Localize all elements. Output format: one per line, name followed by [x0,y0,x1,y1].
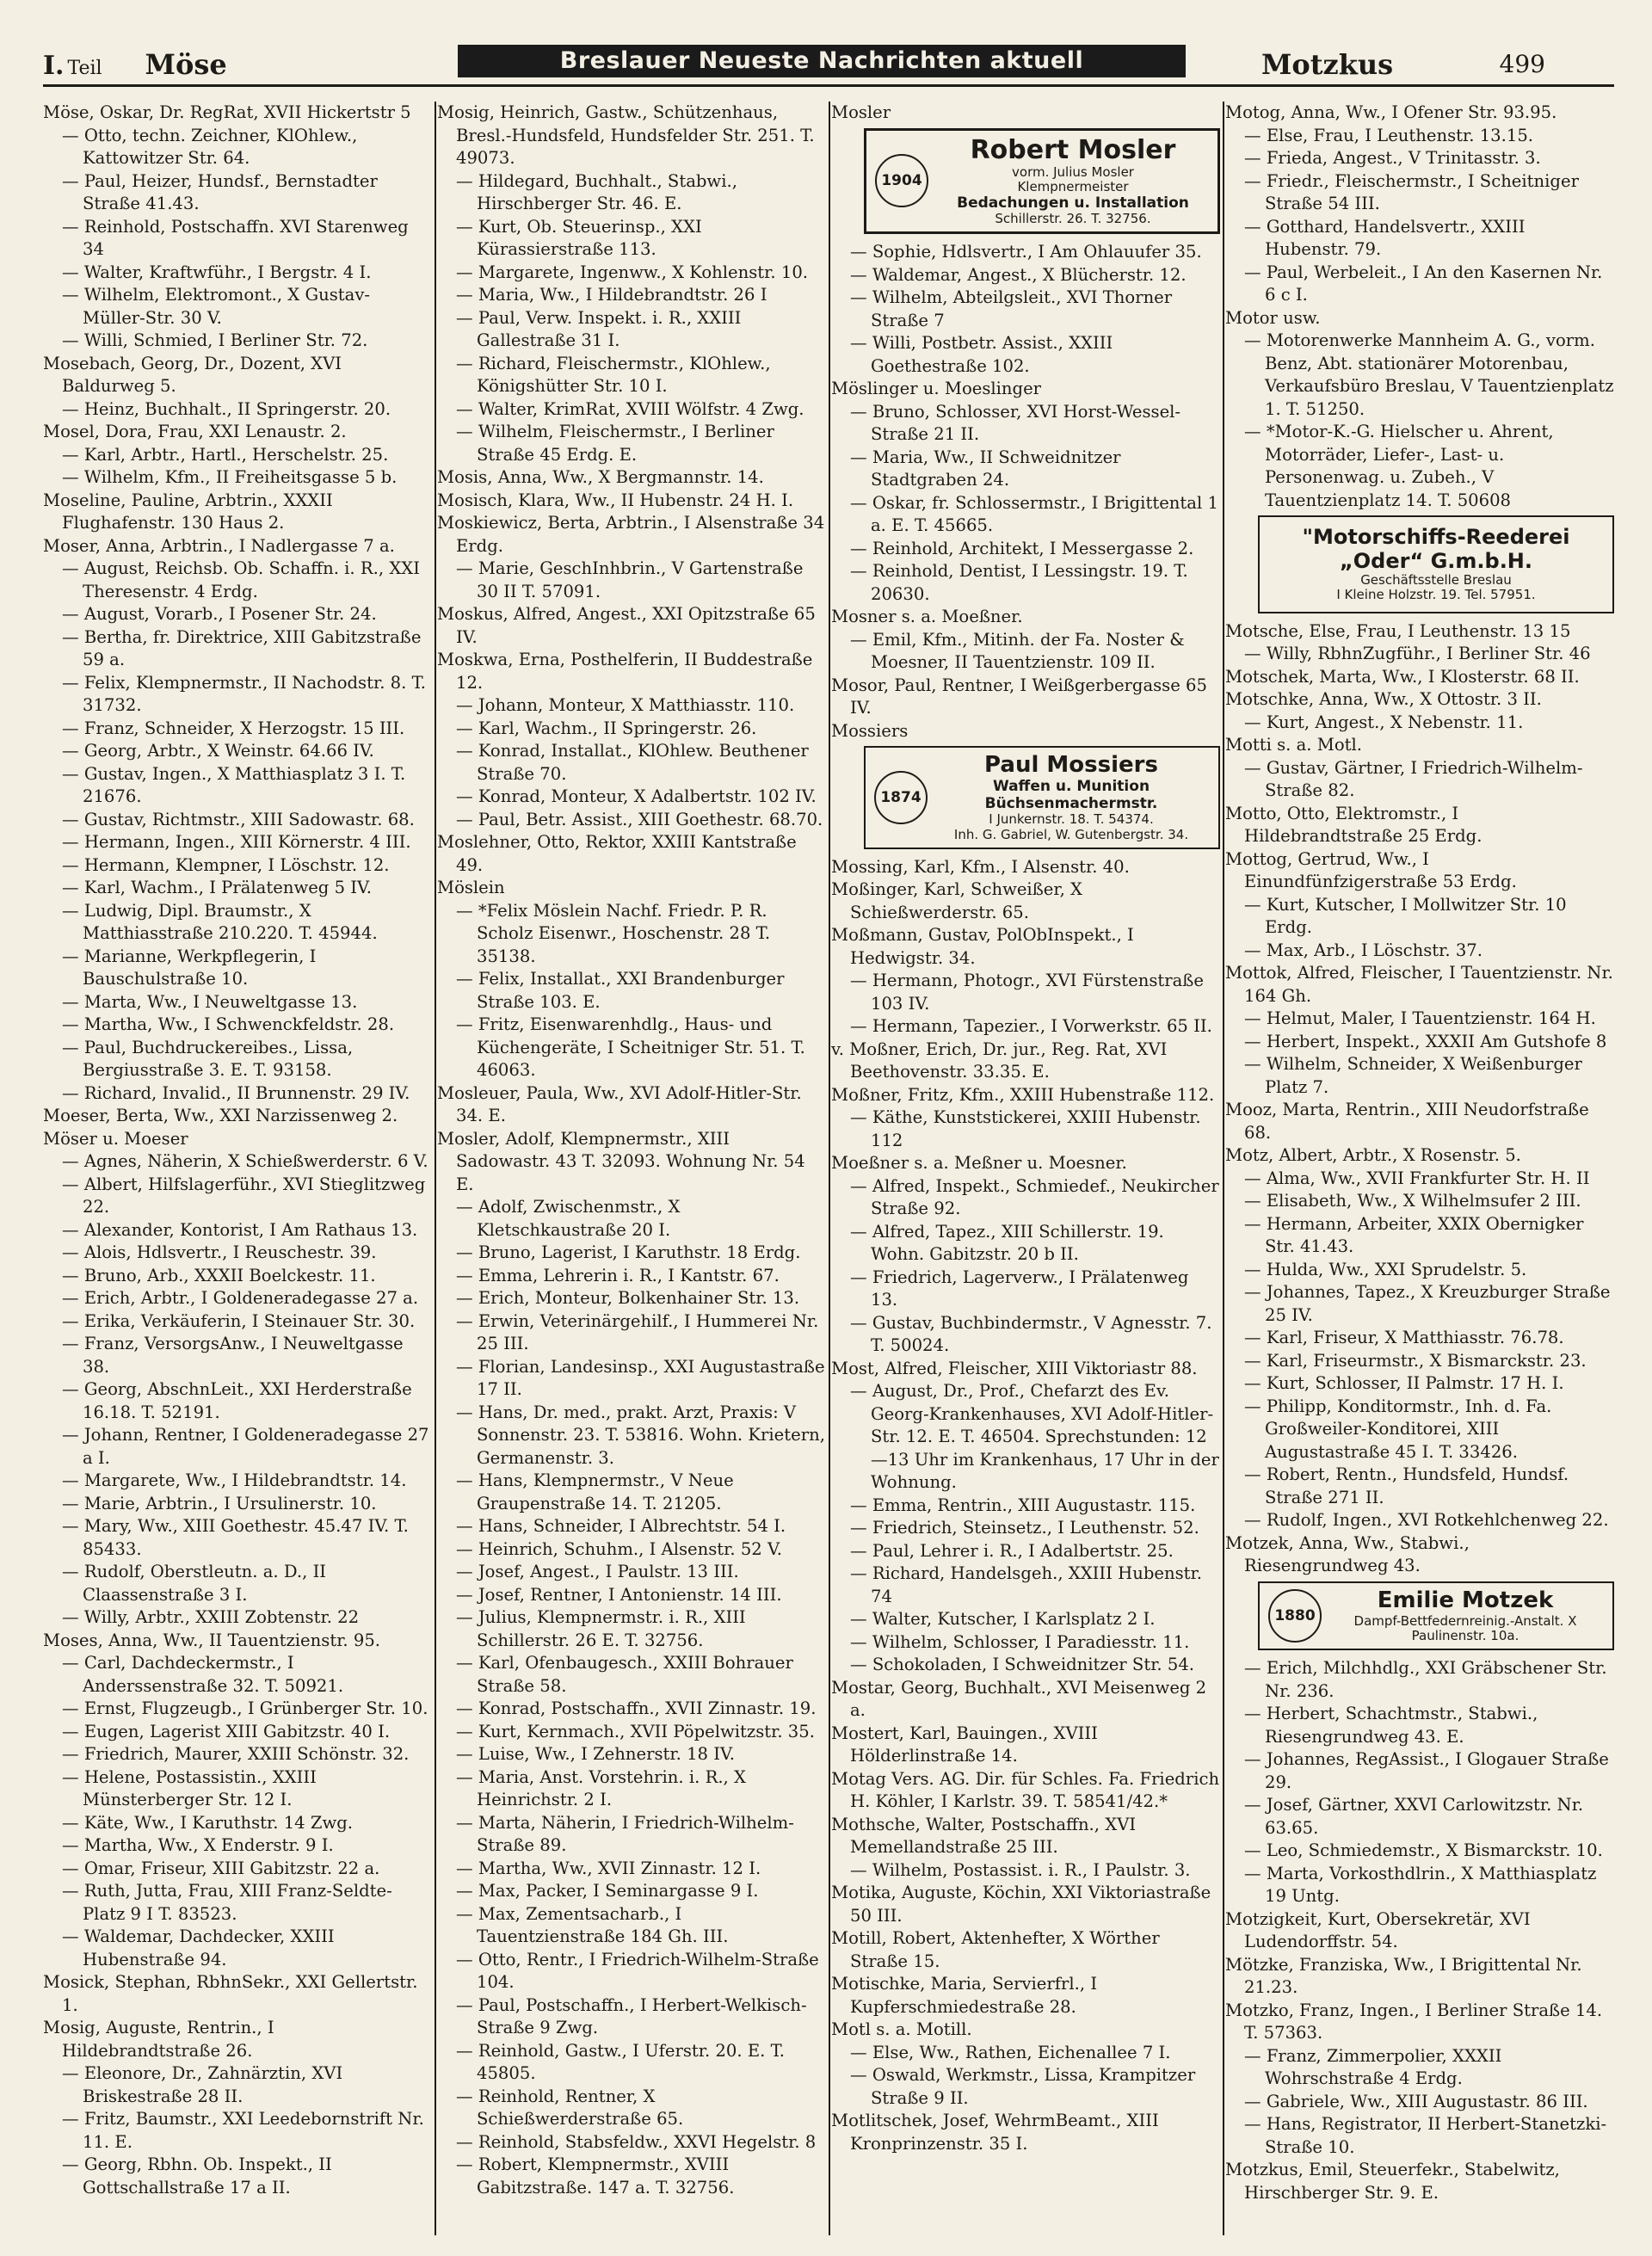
directory-subentry: — Hermann, Ingen., XIII Körnerstr. 4 III. [62,832,411,852]
directory-subentry: — Paul, Heizer, Hundsf., Bernstadter Straße 41.43. [62,170,378,213]
directory-entry: Moßner, Fritz, Kfm., XXIII Hubenstraße 112. [831,1084,1215,1105]
directory-subentry: — Friedrich, Steinsetz., I Leuthenstr. 52. [850,1518,1199,1538]
directory-subentry: — Johann, Rentner, I Goldeneradegasse 27 a I. [62,1425,429,1468]
directory-subentry: — Robert, Rentn., Hundsfeld, Hundsf. Straße 271 II. [1244,1464,1569,1507]
page-number: 499 [1499,50,1545,78]
directory-subentry: — Karl, Ofenbaugesch., XXIII Bohrauer Straße 58. [456,1653,793,1696]
directory-subentry: — Heinz, Buchhalt., II Springerstr. 20. [62,398,391,419]
directory-entry: Mottog, Gertrud, Ww., I Einundfünfzigerstraße 53 Erdg. [1225,848,1517,892]
ad-line: Büchsenmachermstr. [984,794,1158,812]
directory-subentry: — Gabriele, Ww., XIII Augustastr. 86 III. [1244,2091,1588,2111]
directory-subentry: — Martha, Ww., I Schwenckfeldstr. 28. [62,1014,395,1034]
directory-subentry: — Georg, AbschnLeit., XXI Herderstraße 16.18. T. 52191. [62,1379,412,1422]
directory-entry: Motschke, Anna, Ww., X Ottostr. 3 II. [1225,689,1542,710]
directory-entry: Motto, Otto, Elektromstr., I Hildebrandtstraße 25 Erdg. [1225,803,1482,847]
directory-entry: Moser, Anna, Arbtrin., I Nadlergasse 7 a. [43,535,395,556]
directory-subentry: — Alfred, Tapez., XIII Schillerstr. 19. Wohn. Gabitzstr. 20 b II. [850,1221,1164,1265]
directory-subentry: — Erwin, Veterinärgehilf., I Hummerei Nr. 25 III. [456,1310,819,1353]
directory-entry: Mostar, Georg, Buchhalt., XVI Meisenweg 2 a. [831,1677,1207,1721]
directory-subentry: — Walter, KrimRat, XVIII Wölfstr. 4 Zwg. [456,398,804,419]
entry-list [831,241,1220,743]
directory-entry: Mooz, Marta, Rentrin., XIII Neudorfstraße 68. [1225,1100,1589,1143]
directory-subentry: — August, Reichsb. Ob. Schaffn. i. R., XXI Theresenstr. 4 Erdg. [62,558,420,601]
directory-subentry: — Friedr., Fleischermstr., I Scheitniger Straße 54 III. [1244,170,1579,213]
entry-list [831,856,1220,2156]
directory-entry: Moskus, Alfred, Angest., XXI Opitzstraße 65 IV. [437,604,816,647]
directory-subentry: — Julius, Klempnermstr. i. R., XIII Schillerstr. 26 E. T. 32756. [456,1607,746,1650]
directory-subentry: — Friedrich, Lagerverw., I Prälatenweg 13. [850,1267,1189,1310]
directory-subentry: — Robert, Klempnermstr., XVIII Gabitzstraße. 147 a. T. 32756. [456,2154,735,2197]
directory-subentry: — Karl, Wachm., II Springerstr. 26. [456,718,757,738]
directory-subentry: — Florian, Landesinsp., XXI Augustastraße 17 II. [456,1356,825,1399]
directory-entry: v. Moßner, Erich, Dr. jur., Reg. Rat, XVI Beethovenstr. 33.35. E. [831,1039,1168,1082]
directory-entry: Mottok, Alfred, Fleischer, I Tauentzienstr. Nr. 164 Gh. [1225,963,1613,1006]
directory-subentry: — Max, Arb., I Löschstr. 37. [1244,940,1483,960]
directory-subentry: — Paul, Verw. Inspekt. i. R., XXIII Gallestraße 31 I. [456,307,742,350]
ad-company-name: "Motorschiffs-Reederei „Oder“ G.m.b.H. [1302,525,1570,573]
right-keyword: Motzkus [1261,48,1394,81]
directory-entry: Motika, Auguste, Köchin, XXI Viktoriastraße 50 III. [831,1883,1211,1926]
directory-entry: Mossing, Karl, Kfm., I Alsenstr. 40. [831,856,1130,877]
entry-list [437,102,826,2199]
directory-entry: Motz, Albert, Arbtr., X Rosenstr. 5. [1225,1145,1521,1166]
directory-subentry: — Hans, Klempnermstr., V Neue Graupenstraße 14. T. 21205. [456,1470,734,1513]
directory-subentry: — Hermann, Photogr., XVI Fürstenstraße 103 IV. [850,971,1204,1014]
directory-entry: Motischke, Maria, Servierfrl., I Kupferschmiedestraße 28. [831,1974,1098,2017]
entry-list [1225,620,1614,1578]
directory-subentry: — Georg, Rbhn. Ob. Inspekt., II Gottschallstraße 17 a II. [62,2154,332,2197]
directory-subentry: — Wilhelm, Postassist. i. R., I Paulstr. 3. [850,1859,1191,1880]
directory-subentry: — Marie, GeschInhbrin., V Gartenstraße 30 II T. 57091. [456,558,804,601]
directory-subentry: — Elisabeth, Ww., X Wilhelmsufer 2 III. [1244,1191,1581,1211]
ad-motorschiffs-reederei-oder [1258,515,1614,613]
directory-subentry: — Waldemar, Angest., X Blücherstr. 12. [850,264,1187,285]
directory-entry: Mosig, Heinrich, Gastw., Schützenhaus, Bresl.-Hundsfeld, Hundsfelder Str. 251. T. 49073. [437,102,815,168]
directory-subentry: — Wilhelm, Abteilgsleit., XVI Thorner Straße 7 [850,287,1173,330]
directory-subentry: — Reinhold, Dentist, I Lessingstr. 19. T. 20630. [850,561,1188,604]
directory-subentry: — Richard, Invalid., II Brunnenstr. 29 IV. [62,1082,410,1103]
directory-columns [43,102,1614,2235]
entry-list [1225,1657,1614,2204]
ad-emilie-motzek [1258,1581,1614,1650]
directory-subentry: — Marta, Ww., I Neuweltgasse 13. [62,991,358,1012]
directory-subentry: — Marta, Näherin, I Friedrich-Wilhelm-Straße 89. [456,1812,794,1855]
directory-entry: Motlitschek, Josef, WehrmBeamt., XIII Kronprinzenstr. 35 I. [831,2111,1159,2154]
directory-subentry: — Hildegard, Buchhalt., Stabwi., Hirschberger Str. 46. E. [456,170,737,213]
directory-subentry: — Ernst, Flugzeugb., I Grünberger Str. 10. [62,1698,428,1718]
directory-subentry: — Bertha, fr. Direktrice, XIII Gabitzstraße 59 a. [62,626,422,669]
directory-subentry: — Kurt, Kutscher, I Mollwitzer Str. 10 Erdg. [1244,894,1567,938]
directory-subentry: — Kurt, Kernmach., XVII Pöpelwitzstr. 35. [456,1721,815,1741]
directory-entry: Mosler [831,102,891,122]
directory-subentry: — Carl, Dachdeckermstr., I Anderssenstraße 32. T. 50921. [62,1653,344,1696]
directory-subentry: — Rudolf, Ingen., XVI Rotkehlchenweg 22. [1244,1510,1609,1531]
directory-subentry: — Erich, Arbtr., I Goldeneradegasse 27 a. [62,1288,419,1308]
directory-subentry: — Georg, Arbtr., X Weinstr. 64.66 IV. [62,741,374,761]
directory-entry: Mosler, Adolf, Klempnermstr., XIII Sadowastr. 43 T. 32093. Wohnung Nr. 54 E. [437,1128,805,1194]
ad-year-badge: 1880 [1268,1589,1322,1643]
directory-subentry: — Oskar, fr. Schlossermstr., I Brigittental 1 a. E. T. 45665. [850,492,1218,536]
directory-subentry: — Else, Frau, I Leuthenstr. 13.15. [1244,125,1534,145]
directory-entry: Mosebach, Georg, Dr., Dozent, XVI Baldurweg 5. [43,353,342,396]
directory-entry: Mötzke, Franziska, Ww., I Brigittental Nr. 21.23. [1225,1954,1582,1998]
ad-company-name: Paul Mossiers [984,752,1158,779]
page-header [43,45,1614,87]
directory-subentry: — Karl, Friseur, X Matthiasstr. 76.78. [1244,1328,1564,1348]
entry-list [831,102,1220,125]
ad-line: vorm. Julius Mosler [1012,164,1134,180]
directory-subentry: — Mary, Ww., XIII Goethestr. 45.47 IV. T. 85433. [62,1516,409,1559]
directory-subentry: — Erich, Monteur, Bolkenhainer Str. 13. [456,1288,800,1308]
entry-list [1225,102,1614,512]
directory-entry: Moskiewicz, Berta, Arbtrin., I Alsenstraße 34 Erdg. [437,513,825,556]
directory-entry: Motl s. a. Motill. [831,2019,972,2040]
directory-subentry: — Franz, Schneider, X Herzogstr. 15 III. [62,718,405,738]
directory-subentry: — Wilhelm, Kfm., II Freiheitsgasse 5 b. [62,467,398,487]
directory-subentry: — Gustav, Buchbindermstr., V Agnesstr. 7. T. 50024. [850,1312,1212,1356]
newspaper-banner: Breslauer Neueste Nachrichten aktuell [458,45,1186,77]
header-left [43,48,227,81]
directory-subentry: — Maria, Ww., I Hildebrandtstr. 26 I [456,285,767,305]
directory-subentry: — Willi, Postbetr. Assist., XXIII Goethestraße 102. [850,333,1113,376]
directory-subentry: — Franz, Zimmerpolier, XXXII Wohrschstraße 4 Erdg. [1244,2045,1502,2089]
directory-subentry: — Agnes, Näherin, X Schießwerderstr. 6 V. [62,1151,428,1171]
directory-subentry: — Omar, Friseur, XIII Gabitzstr. 22 a. [62,1858,380,1878]
directory-entry: Moslehner, Otto, Rektor, XXIII Kantstraße 49. [437,832,797,875]
directory-subentry: — Käthe, Kunststickerei, XXIII Hubenstr. 112 [850,1107,1201,1150]
directory-subentry: — Rudolf, Oberstleutn. a. D., II Claassenstraße 3 I. [62,1562,327,1605]
directory-subentry: — Bruno, Arb., XXXII Boelckestr. 11. [62,1265,376,1285]
directory-subentry: — Willy, RbhnZugführ., I Berliner Str. 46 [1244,644,1591,664]
directory-subentry: — Wilhelm, Elektromont., X Gustav-Müller-Str. 30 V. [62,285,371,328]
directory-entry: Moskwa, Erna, Posthelferin, II Buddestraße 12. [437,650,813,693]
directory-subentry: — Reinhold, Postschaffn. XVI Starenweg 34 [62,216,409,259]
directory-subentry: — Fritz, Baumstr., XXI Leedebornstrift Nr. 11. E. [62,2109,424,2152]
directory-subentry: — Otto, Rentr., I Friedrich-Wilhelm-Straße 104. [456,1949,819,1992]
directory-subentry: — Max, Packer, I Seminargasse 9 I. [456,1881,759,1901]
directory-subentry: — *Motor-K.-G. Hielscher u. Ahrent, Motorräder, Liefer-, Last- u. Personenwag. u. Zubeh., V Tauentzienplatz 14. T. 50608 [1244,422,1554,510]
left-keyword: Möse [145,48,227,81]
directory-subentry: — Eleonore, Dr., Zahnärztin, XVI Briskestraße 28 II. [62,2063,343,2106]
directory-subentry: — Alma, Ww., XVII Frankfurter Str. H. II [1244,1168,1590,1188]
directory-subentry: — Bruno, Schlosser, XVI Horst-Wessel-Straße 21 II. [850,401,1181,445]
directory-subentry: — Willy, Arbtr., XXIII Zobtenstr. 22 [62,1607,360,1627]
part-number: I. [43,51,65,81]
directory-subentry: — Hans, Registrator, II Herbert-Stanetzki-Straße 10. [1244,2114,1607,2157]
directory-subentry: — Albert, Hilfslagerführ., XVI Stieglitzweg 22. [62,1174,426,1217]
directory-subentry: — Willi, Schmied, I Berliner Str. 72. [62,330,368,350]
directory-subentry: — Marianne, Werkpflegerin, I Bauschulstraße 10. [62,946,317,989]
directory-subentry: — Wilhelm, Schneider, X Weißenburger Platz 7. [1244,1054,1582,1097]
directory-subentry: — Helene, Postassistin., XXIII Münsterberger Str. 12 I. [62,1766,317,1809]
directory-entry: Motog, Anna, Ww., I Ofener Str. 93.95. [1225,102,1557,122]
directory-subentry: — Philipp, Konditormstr., Inh. d. Fa. Großweiler-Konditorei, XIII Augustastraße 45 I. T. 33426. [1244,1396,1552,1462]
directory-subentry: — Motorenwerke Mannheim A. G., vorm. Benz, Abt. stationärer Motorenbau, Verkaufsbüro Breslau, V Tauentzienplatz 1. T. 51250. [1244,330,1614,419]
directory-entry: Moeßner s. a. Meßner u. Moesner. [831,1153,1127,1174]
directory-subentry: — Hans, Schneider, I Albrechtstr. 54 I. [456,1516,786,1536]
directory-subentry: — Wilhelm, Schlosser, I Paradiesstr. 11. [850,1631,1190,1652]
directory-entry: Mothsche, Walter, Postschaffn., XVI Memellandstraße 25 III. [831,1814,1137,1858]
directory-subentry: — Marie, Arbtrin., I Ursulinerstr. 10. [62,1493,377,1513]
directory-entry: Motzkus, Emil, Steuerfekr., Stabelwitz, Hirschberger Str. 9. E. [1225,2160,1560,2203]
directory-entry: Mosner s. a. Moeßner. [831,607,1023,627]
directory-entry: Motsche, Else, Frau, I Leuthenstr. 13 15 [1225,620,1571,641]
directory-entry: Motzko, Franz, Ingen., I Berliner Straße 14. T. 57363. [1225,2000,1603,2043]
entry-list [43,102,432,2199]
directory-subentry: — Felix, Installat., XXI Brandenburger Straße 103. E. [456,969,785,1012]
directory-subentry: — Herbert, Inspekt., XXXII Am Gutshofe 8 [1244,1031,1607,1051]
directory-subentry: — Friedrich, Maurer, XXIII Schönstr. 32. [62,1744,410,1764]
ad-robert-mosler [864,128,1220,235]
directory-subentry: — Paul, Buchdruckereibes., Lissa, Bergiusstraße 3. E. T. 93158. [62,1037,354,1080]
directory-subentry: — Eugen, Lagerist XIII Gabitzstr. 40 I. [62,1721,391,1741]
directory-entry: Mossiers [831,720,909,741]
ad-line: I Junkernstr. 18. T. 54374. [989,811,1154,828]
directory-entry: Moßinger, Karl, Schweißer, X Schießwerderstr. 65. [831,879,1083,922]
directory-subentry: — Luise, Ww., I Zehnerstr. 18 IV. [456,1744,735,1764]
column-4 [1225,102,1614,2235]
column-3 [831,102,1220,2235]
directory-subentry: — Paul, Postschaffn., I Herbert-Welkisch-Straße 9 Zwg. [456,1994,807,2037]
directory-subentry: — Max, Zementsacharb., I Tauentzienstraße 184 Gh. III. [456,1903,729,1946]
directory-subentry: — Margarete, Ingenww., X Kohlenstr. 10. [456,262,809,282]
directory-subentry: — Hulda, Ww., XXI Sprudelstr. 5. [1244,1259,1527,1279]
directory-subentry: — Else, Ww., Rathen, Eichenallee 7 I. [850,2042,1171,2062]
directory-subentry: — Otto, techn. Zeichner, KlOhlew., Kattowitzer Str. 64. [62,125,358,168]
ad-line: Dampf-Bettfedernreinig.-Anstalt. X Paulinenstr. 10a. [1353,1612,1577,1643]
directory-entry: Motill, Robert, Aktenhefter, X Wörther Straße 15. [831,1928,1160,1971]
directory-subentry: — Frieda, Angest., V Trinitasstr. 3. [1244,148,1541,168]
directory-subentry: — Wilhelm, Fleischermstr., I Berliner Straße 45 Erdg. E. [456,422,774,465]
directory-entry: Mosor, Paul, Rentner, I Weißgerbergasse 65 IV. [831,675,1207,718]
directory-subentry: — Franz, VersorgsAnw., I Neuweltgasse 38. [62,1334,404,1377]
directory-subentry: — Sophie, Hdlsvertr., I Am Ohlauufer 35. [850,242,1202,262]
directory-entry: Motzek, Anna, Ww., Stabwi., Riesengrundweg 43. [1225,1532,1470,1576]
directory-subentry: — Emil, Kfm., Mitinh. der Fa. Noster & Moesner, II Tauentzienstr. 109 II. [850,629,1185,673]
directory-entry: Mostert, Karl, Bauingen., XVIII Hölderlinstraße 14. [831,1723,1098,1766]
directory-subentry: — Walter, Kraftwführ., I Bergstr. 4 I. [62,262,372,282]
directory-subentry: — Hermann, Klempner, I Löschstr. 12. [62,854,390,875]
directory-subentry: — Schokoladen, I Schweidnitzer Str. 54. [850,1655,1195,1675]
directory-subentry: — Konrad, Monteur, X Adalbertstr. 102 IV. [456,786,817,806]
ad-line: Geschäftsstelle Breslau [1360,572,1512,589]
directory-subentry: — Maria, Ww., II Schweidnitzer Stadtgraben 24. [850,447,1121,490]
directory-subentry: — Gustav, Ingen., X Matthiasplatz 3 I. T. 21676. [62,763,406,806]
directory-entry: Mosis, Anna, Ww., X Bergmannstr. 14. [437,467,764,487]
directory-subentry: — Marta, Vorkosthdlrin., X Matthiasplatz 19 Untg. [1244,1863,1597,1907]
ad-company-name: Robert Mosler [970,134,1176,165]
directory-subentry: — Herbert, Schachtmstr., Stabwi., Riesengrundweg 43. E. [1244,1704,1538,1747]
directory-entry: Moßmann, Gustav, PolObInspekt., I Hedwigstr. 34. [831,925,1134,968]
directory-subentry: — Hermann, Arbeiter, XXIX Obernigker Str. 41.43. [1244,1213,1584,1257]
directory-entry: Most, Alfred, Fleischer, XIII Viktoriastr 88. [831,1358,1198,1378]
directory-subentry: — Gustav, Richtmstr., XIII Sadowastr. 68. [62,809,415,829]
directory-entry: Motti s. a. Motl. [1225,735,1362,755]
directory-subentry: — Emma, Rentrin., XIII Augustastr. 115. [850,1495,1196,1515]
directory-subentry: — Reinhold, Rentner, X Schießwerderstraße 65. [456,2086,684,2129]
directory-subentry: — Oswald, Werkmstr., Lissa, Krampitzer Straße 9 II. [850,2065,1196,2108]
directory-entry: Motzigkeit, Kurt, Obersekretär, XVI Ludendorffstr. 54. [1225,1908,1531,1952]
directory-subentry: — Ruth, Jutta, Frau, XIII Franz-Seldte-Platz 9 I T. 83523. [62,1881,392,1924]
directory-subentry: — Alexander, Kontorist, I Am Rathaus 13. [62,1219,418,1240]
directory-subentry: — Karl, Arbtr., Hartl., Herschelstr. 25. [62,444,389,465]
directory-entry: Möse, Oskar, Dr. RegRat, XVII Hickertstr 5 [43,102,411,122]
directory-subentry: — Leo, Schmiedemstr., X Bismarckstr. 10. [1244,1840,1603,1861]
ad-year-badge: 1874 [874,771,928,824]
directory-subentry: — Reinhold, Architekt, I Messergasse 2. [850,538,1194,558]
ad-paul-mossiers [864,746,1220,848]
directory-subentry: — Alois, Hdlsvertr., I Reuschestr. 39. [62,1242,377,1262]
directory-subentry: — Josef, Gärtner, XXVI Carlowitzstr. Nr. 63.65. [1244,1795,1584,1838]
directory-subentry: — Käte, Ww., I Karuthstr. 14 Zwg. [62,1812,354,1833]
directory-entry: Motschek, Marta, Ww., I Klosterstr. 68 II. [1225,666,1580,687]
ad-company-name: Emilie Motzek [1377,1587,1554,1613]
directory-subentry: — Gotthard, Handelsvertr., XXIII Hubenstr. 79. [1244,216,1526,259]
ad-line: Inh. G. Gabriel, W. Gutenbergstr. 34. [953,826,1189,842]
directory-subentry: — August, Vorarb., I Posener Str. 24. [62,604,377,624]
directory-subentry: — Hans, Dr. med., prakt. Arzt, Praxis: V Sonnenstr. 23. T. 53816. Wohn. Krietern, Germanenstr. 3. [456,1402,825,1468]
directory-subentry: — Emma, Lehrerin i. R., I Kantstr. 67. [456,1265,780,1285]
directory-subentry: — Paul, Werbeleit., I An den Kasernen Nr. 6 c I. [1244,262,1603,305]
directory-subentry: — Waldemar, Dachdecker, XXIII Hubenstraße 94. [62,1926,335,1969]
directory-subentry: — Felix, Klempnermstr., II Nachodstr. 8. T. 31732. [62,672,426,715]
directory-subentry: — Karl, Wachm., I Prälatenweg 5 IV. [62,878,372,897]
directory-entry: Mosel, Dora, Frau, XXI Lenaustr. 2. [43,422,347,441]
ad-line: Klempnermeister [1017,179,1129,195]
directory-subentry: — Kurt, Schlosser, II Palmstr. 17 H. I. [1244,1373,1564,1394]
directory-subentry: — Johannes, RegAssist., I Glogauer Straße 29. [1244,1749,1609,1792]
directory-subentry: — Konrad, Installat., KlOhlew. Beuthener Straße 70. [456,741,809,784]
directory-subentry: — Paul, Betr. Assist., XIII Goethestr. 68.70. [456,809,823,829]
directory-entry: Möslein [437,878,505,897]
directory-subentry: — Ludwig, Dipl. Braumstr., X Matthiasstraße 210.220. T. 45944. [62,900,378,943]
directory-subentry: — Bruno, Lagerist, I Karuthstr. 18 Erdg. [456,1242,801,1262]
directory-entry: Moseline, Pauline, Arbtrin., XXXII Flughafenstr. 130 Haus 2. [43,490,333,533]
directory-entry: Möslinger u. Moeslinger [831,379,1042,399]
ad-line: I Kleine Holzstr. 19. Tel. 57951. [1336,587,1536,603]
directory-subentry: — Alfred, Inspekt., Schmiedef., Neukircher Straße 92. [850,1175,1219,1219]
directory-subentry: — August, Dr., Prof., Chefarzt des Ev. Georg-Krankenhauses, XVI Adolf-Hitler-Str. 12. E. T. 46504. Sprechstunden: 12—13 Uhr im Krankenhaus, 17 Uhr in der Wohnung. [850,1381,1219,1493]
part-label: Teil [67,58,102,79]
directory-subentry: — Gustav, Gärtner, I Friedrich-Wilhelm-Straße 82. [1244,757,1583,801]
directory-subentry: — Karl, Friseurmstr., X Bismarckstr. 23. [1244,1350,1587,1371]
directory-subentry: — Maria, Anst. Vorstehrin. i. R., X Heinrichstr. 2 I. [456,1766,746,1809]
directory-subentry: — Martha, Ww., X Enderstr. 9 I. [62,1835,334,1855]
ad-line: Schillerstr. 26. T. 32756. [995,211,1151,227]
directory-entry: Moeser, Berta, Ww., XXI Narzissenweg 2. [43,1106,398,1125]
directory-entry: Mosleuer, Paula, Ww., XVI Adolf-Hitler-Str. 34. E. [437,1082,802,1125]
directory-subentry: — Erich, Milchhdlg., XXI Gräbschener Str. Nr. 236. [1244,1658,1607,1701]
directory-entry: Möser u. Moeser [43,1128,188,1149]
ad-line: Waffen u. Munition [992,778,1150,796]
directory-subentry: — Fritz, Eisenwarenhdlg., Haus- und Küchengeräte, I Scheitniger Str. 51. T. 46063. [456,1014,805,1080]
directory-subentry: — Josef, Rentner, I Antonienstr. 14 III. [456,1584,782,1605]
directory-subentry: — Walter, Kutscher, I Karlsplatz 2 I. [850,1609,1156,1630]
column-1 [43,102,432,2235]
directory-subentry: — Helmut, Maler, I Tauentzienstr. 164 H. [1244,1008,1596,1029]
directory-subentry: — Erika, Verkäuferin, I Steinauer Str. 30. [62,1310,416,1331]
directory-subentry: — Josef, Angest., I Paulstr. 13 III. [456,1562,739,1581]
directory-subentry: — *Felix Möslein Nachf. Friedr. P. R. Scholz Eisenwr., Hoschenstr. 28 T. 35138. [456,900,771,966]
directory-subentry: — Adolf, Zwischenmstr., X Kletschkaustraße 20 I. [456,1197,681,1240]
directory-subentry: — Margarete, Ww., I Hildebrandtstr. 14. [62,1470,407,1490]
directory-subentry: — Johannes, Tapez., X Kreuzburger Straße 25 IV. [1244,1282,1611,1325]
column-2 [437,102,826,2235]
directory-entry: Mosisch, Klara, Ww., II Hubenstr. 24 H. I. [437,490,794,510]
directory-subentry: — Reinhold, Stabsfeldw., XXVI Hegelstr. 8 [456,2131,817,2152]
directory-subentry: — Reinhold, Gastw., I Uferstr. 20. E. T. 45805. [456,2040,785,2083]
directory-subentry: — Richard, Handelsgeh., XXIII Hubenstr. 74 [850,1563,1202,1606]
directory-subentry: — Richard, Fleischermstr., KlOhlew., Königshütter Str. 10 I. [456,353,771,396]
directory-entry: Motor usw. [1225,307,1321,328]
directory-entry: Moses, Anna, Ww., II Tauentzienstr. 95. [43,1630,381,1650]
ad-year-badge: 1904 [875,154,928,207]
directory-subentry: — Paul, Lehrer i. R., I Adalbertstr. 25. [850,1540,1174,1561]
directory-entry: Motag Vers. AG. Dir. für Schles. Fa. Friedrich H. Köhler, I Karlstr. 39. T. 58541/42.* [831,1768,1220,1812]
directory-subentry: — Heinrich, Schuhm., I Alsenstr. 52 V. [456,1538,782,1559]
directory-subentry: — Hermann, Tapezier., I Vorwerkstr. 65 II. [850,1016,1212,1037]
directory-entry: Mosig, Auguste, Rentrin., I Hildebrandtstraße 26. [43,2018,274,2061]
directory-subentry: — Martha, Ww., XVII Zinnastr. 12 I. [456,1858,761,1878]
directory-subentry: — Kurt, Ob. Steuerinsp., XXI Kürassierstraße 113. [456,216,702,259]
directory-subentry: — Kurt, Angest., X Nebenstr. 11. [1244,712,1524,732]
directory-entry: Mosick, Stephan, RbhnSekr., XXI Gellertstr. 1. [43,1972,418,2015]
directory-subentry: — Konrad, Postschaffn., XVII Zinnastr. 19. [456,1698,817,1718]
ad-line: Bedachungen u. Installation [957,194,1189,212]
directory-subentry: — Johann, Monteur, X Matthiasstr. 110. [456,695,795,715]
